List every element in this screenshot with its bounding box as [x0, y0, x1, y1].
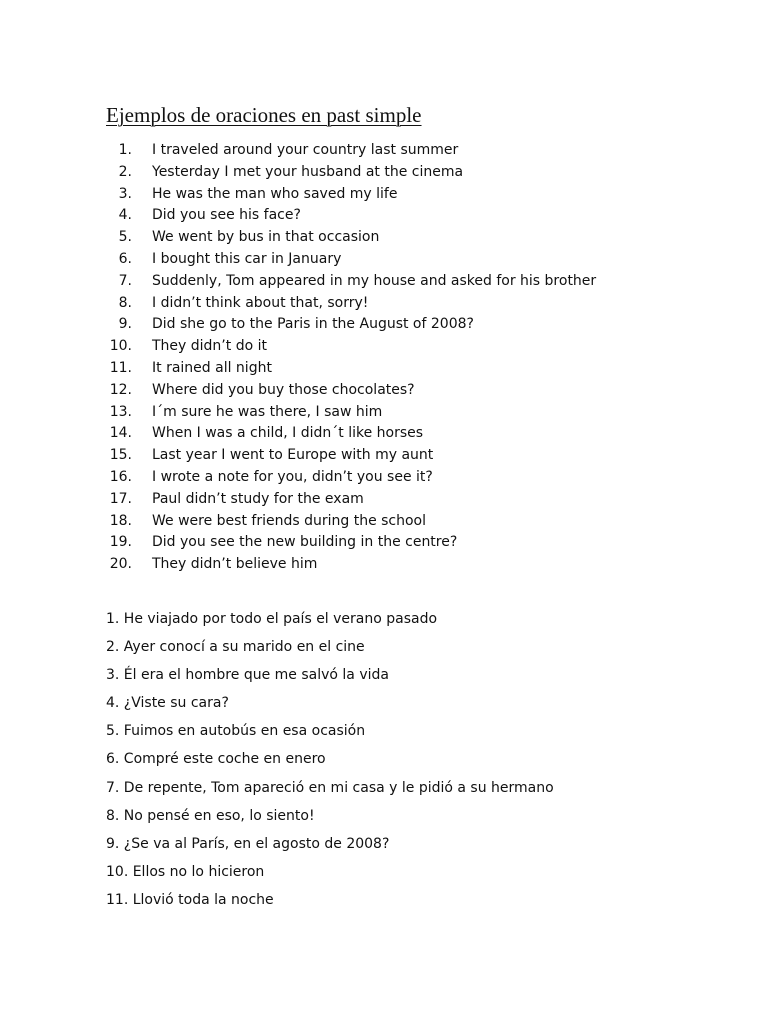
- page-title: Ejemplos de oraciones en past simple: [106, 103, 422, 127]
- list-item: [0, 511, 768, 533]
- list-item: [0, 554, 768, 576]
- item-number: 5.: [118, 229, 132, 246]
- list-item: 3. Él era el hombre que me salvó la vida: [106, 667, 389, 684]
- item-text: It rained all night: [152, 359, 272, 376]
- item-text: Suddenly, Tom appeared in my house and asked for his brother: [152, 272, 597, 289]
- list-item: 4. ¿Viste su cara?: [106, 695, 229, 712]
- list-item: [0, 271, 768, 293]
- list-item: [0, 227, 768, 249]
- list-item: [0, 249, 768, 271]
- list-item: [0, 380, 768, 402]
- list-item: [0, 336, 768, 358]
- list-item: [0, 423, 768, 445]
- item-text: I didn’t think about that, sorry!: [152, 294, 369, 311]
- item-number: 12.: [109, 381, 132, 398]
- list-item: [0, 184, 768, 206]
- item-number: 18.: [109, 512, 132, 529]
- item-number: 6.: [118, 250, 132, 267]
- list-item: 8. No pensé en eso, lo siento!: [106, 807, 315, 824]
- item-number: 3.: [118, 185, 132, 202]
- item-text: I wrote a note for you, didn’t you see it?: [152, 468, 433, 485]
- item-number: 19.: [109, 534, 132, 551]
- item-text: I bought this car in January: [152, 250, 342, 267]
- item-text: Yesterday I met your husband at the cinema: [152, 163, 464, 180]
- item-number: 14.: [109, 425, 132, 442]
- list-item: 11. Llovió toda la noche: [106, 891, 274, 908]
- item-text: We went by bus in that occasion: [152, 229, 380, 246]
- item-text: Where did you buy those chocolates?: [152, 381, 415, 398]
- spanish-sentence-list: [106, 605, 554, 914]
- list-item: [0, 358, 768, 380]
- list-item: [0, 140, 768, 162]
- item-number: 13.: [109, 403, 132, 420]
- list-item: [0, 314, 768, 336]
- item-number: 20.: [109, 556, 132, 573]
- item-text: Did she go to the Paris in the August of 2008?: [152, 316, 474, 333]
- list-item: 6. Compré este coche en enero: [106, 751, 326, 768]
- item-number: 9.: [118, 316, 132, 333]
- item-text: He was the man who saved my life: [152, 185, 398, 202]
- item-text: Did you see the new building in the centre?: [152, 534, 458, 551]
- list-item: 7. De repente, Tom apareció en mi casa y le pidió a su hermano: [106, 779, 554, 796]
- list-item: 9. ¿Se va al París, en el agosto de 2008?: [106, 835, 390, 852]
- item-text: They didn’t do it: [152, 338, 267, 355]
- item-text: Did you see his face?: [152, 207, 301, 224]
- item-text: When I was a child, I didn´t like horses: [152, 425, 424, 442]
- item-number: 7.: [118, 272, 132, 289]
- item-number: 4.: [118, 207, 132, 224]
- item-number: 11.: [109, 359, 132, 376]
- list-item: [0, 532, 768, 554]
- item-text: Paul didn’t study for the exam: [152, 490, 364, 507]
- item-text: They didn’t believe him: [152, 556, 318, 573]
- item-text: I´m sure he was there, I saw him: [152, 403, 383, 420]
- item-text: Last year I went to Europe with my aunt: [152, 447, 434, 464]
- item-number: 2.: [118, 163, 132, 180]
- list-item: 10. Ellos no lo hicieron: [106, 863, 265, 880]
- item-number: 10.: [109, 338, 132, 355]
- english-sentence-list: [0, 140, 768, 576]
- item-number: 17.: [109, 490, 132, 507]
- list-item: [0, 162, 768, 184]
- list-item: 5. Fuimos en autobús en esa ocasión: [106, 723, 366, 740]
- list-item: [0, 489, 768, 511]
- list-item: [0, 205, 768, 227]
- list-item: 2. Ayer conocí a su marido en el cine: [106, 639, 365, 656]
- list-item: 1. He viajado por todo el país el verano pasado: [106, 611, 438, 627]
- list-item: [0, 445, 768, 467]
- item-number: 15.: [109, 447, 132, 464]
- list-item: [0, 402, 768, 424]
- list-item: [0, 293, 768, 315]
- item-number: 16.: [109, 468, 132, 485]
- item-text: We were best friends during the school: [152, 512, 427, 529]
- item-text: I traveled around your country last summer: [152, 142, 459, 158]
- item-number: 1.: [118, 142, 132, 158]
- item-number: 8.: [118, 294, 132, 311]
- list-item: [0, 467, 768, 489]
